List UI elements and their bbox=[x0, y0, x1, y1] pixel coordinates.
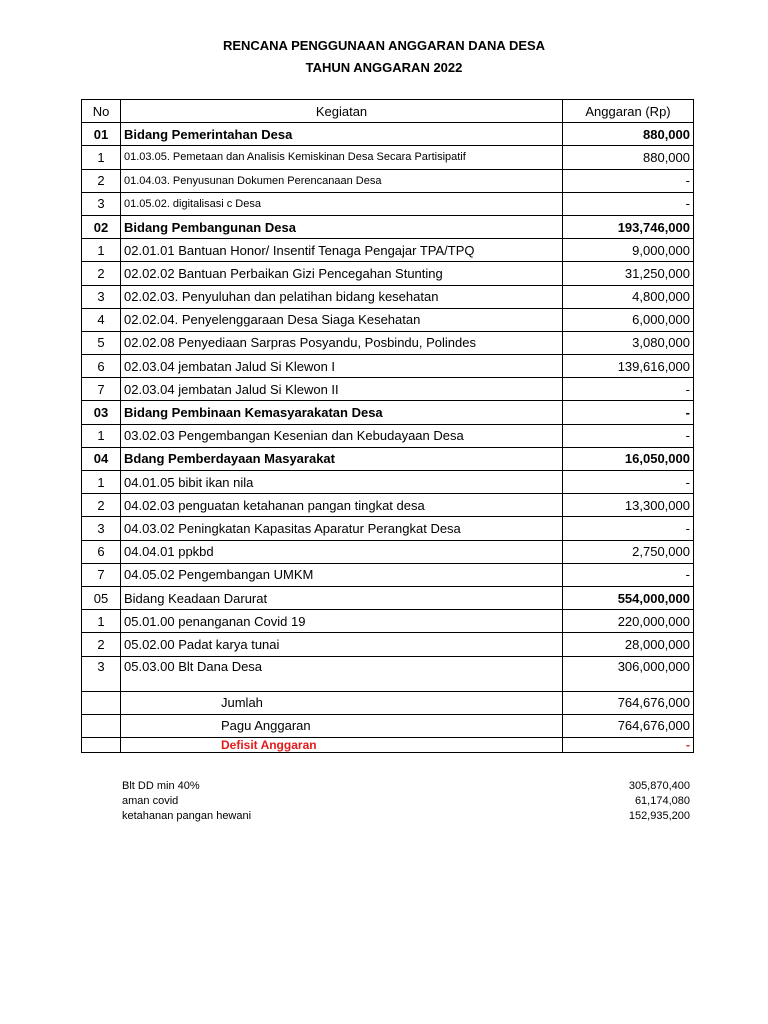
row-anggaran: 306,000,000 bbox=[563, 656, 694, 691]
row-anggaran: 193,746,000 bbox=[563, 215, 694, 238]
row-anggaran: 28,000,000 bbox=[563, 633, 694, 656]
row-no: 4 bbox=[82, 308, 121, 331]
row-anggaran: 2,750,000 bbox=[563, 540, 694, 563]
row-anggaran: 880,000 bbox=[563, 123, 694, 146]
row-kegiatan: 04.04.01 ppkbd bbox=[121, 540, 563, 563]
row-anggaran: - bbox=[563, 378, 694, 401]
table-row bbox=[82, 192, 694, 215]
defisit-row bbox=[82, 737, 694, 752]
note-label: aman covid bbox=[122, 795, 179, 807]
row-anggaran: 139,616,000 bbox=[563, 355, 694, 378]
row-anggaran: - bbox=[563, 192, 694, 215]
notes-block bbox=[122, 779, 690, 824]
row-kegiatan: 02.02.02 Bantuan Perbaikan Gizi Pencegahan Stunting bbox=[121, 262, 563, 285]
header-anggaran: Anggaran (Rp) bbox=[563, 100, 694, 123]
row-no: 2 bbox=[82, 169, 121, 192]
table-row bbox=[82, 146, 694, 169]
row-kegiatan: Bidang Pemerintahan Desa bbox=[121, 123, 563, 146]
row-kegiatan: 05.03.00 Blt Dana Desa bbox=[121, 656, 563, 691]
table-row-section bbox=[82, 447, 694, 470]
row-anggaran: 9,000,000 bbox=[563, 239, 694, 262]
row-anggaran: 4,800,000 bbox=[563, 285, 694, 308]
table-row bbox=[82, 540, 694, 563]
note-value: 61,174,080 bbox=[634, 795, 690, 807]
pagu-row bbox=[82, 714, 694, 737]
row-no: 1 bbox=[82, 146, 121, 169]
row-no-empty bbox=[82, 737, 121, 752]
table-row bbox=[82, 563, 694, 586]
row-anggaran: - bbox=[563, 401, 694, 424]
table-row bbox=[82, 285, 694, 308]
row-kegiatan: 01.03.05. Pemetaan dan Analisis Kemiskinan Desa Secara Partisipatif bbox=[121, 146, 563, 169]
table-header-row bbox=[82, 100, 694, 123]
row-no: 2 bbox=[82, 633, 121, 656]
row-kegiatan: Bdang Pemberdayaan Masyarakat bbox=[121, 447, 563, 470]
row-kegiatan: 01.04.03. Penyusunan Dokumen Perencanaan Desa bbox=[121, 169, 563, 192]
table-row bbox=[82, 633, 694, 656]
table-row bbox=[82, 355, 694, 378]
row-kegiatan: 02.02.03. Penyuluhan dan pelatihan bidang kesehatan bbox=[121, 285, 563, 308]
row-kegiatan: Bidang Keadaan Darurat bbox=[121, 586, 563, 609]
row-anggaran: - bbox=[563, 563, 694, 586]
header-kegiatan: Kegiatan bbox=[121, 100, 563, 123]
row-anggaran: 16,050,000 bbox=[563, 447, 694, 470]
row-anggaran: - bbox=[563, 169, 694, 192]
table-row bbox=[82, 656, 694, 691]
note-label: Blt DD min 40% bbox=[122, 780, 200, 792]
note-row bbox=[122, 794, 690, 809]
jumlah-label: Jumlah bbox=[121, 691, 563, 714]
note-value: 305,870,400 bbox=[628, 780, 690, 792]
row-kegiatan: 03.02.03 Pengembangan Kesenian dan Kebudayaan Desa bbox=[121, 424, 563, 447]
row-no: 3 bbox=[82, 285, 121, 308]
pagu-label: Pagu Anggaran bbox=[121, 714, 563, 737]
table-row bbox=[82, 308, 694, 331]
row-no: 5 bbox=[82, 331, 121, 354]
document-title: RENCANA PENGGUNAAN ANGGARAN DANA DESA bbox=[222, 38, 546, 53]
row-no: 2 bbox=[82, 494, 121, 517]
row-kegiatan: 04.05.02 Pengembangan UMKM bbox=[121, 563, 563, 586]
table-row bbox=[82, 378, 694, 401]
note-label: ketahanan pangan hewani bbox=[122, 810, 252, 822]
row-anggaran: 3,080,000 bbox=[563, 331, 694, 354]
row-no: 3 bbox=[82, 192, 121, 215]
row-kegiatan: 04.02.03 penguatan ketahanan pangan tingkat desa bbox=[121, 494, 563, 517]
jumlah-row bbox=[82, 691, 694, 714]
row-anggaran: 880,000 bbox=[563, 146, 694, 169]
row-no: 05 bbox=[82, 586, 121, 609]
row-kegiatan: 02.02.04. Penyelenggaraan Desa Siaga Kesehatan bbox=[121, 308, 563, 331]
row-no: 6 bbox=[82, 540, 121, 563]
table-row-section bbox=[82, 215, 694, 238]
row-kegiatan: 05.01.00 penanganan Covid 19 bbox=[121, 610, 563, 633]
table-row bbox=[82, 239, 694, 262]
row-no: 3 bbox=[82, 517, 121, 540]
row-no: 1 bbox=[82, 471, 121, 494]
row-anggaran: 31,250,000 bbox=[563, 262, 694, 285]
row-no: 1 bbox=[82, 610, 121, 633]
table-row-section bbox=[82, 123, 694, 146]
row-kegiatan: Bidang Pembinaan Kemasyarakatan Desa bbox=[121, 401, 563, 424]
row-anggaran: - bbox=[563, 424, 694, 447]
row-kegiatan: 02.03.04 jembatan Jalud Si Klewon I bbox=[121, 355, 563, 378]
header-no: No bbox=[82, 100, 121, 123]
row-no: 01 bbox=[82, 123, 121, 146]
budget-table bbox=[81, 99, 694, 753]
row-no: 03 bbox=[82, 401, 121, 424]
row-anggaran: 220,000,000 bbox=[563, 610, 694, 633]
row-no: 04 bbox=[82, 447, 121, 470]
table-row-section bbox=[82, 401, 694, 424]
defisit-value: - bbox=[563, 737, 694, 752]
row-kegiatan: 02.01.01 Bantuan Honor/ Insentif Tenaga Pengajar TPA/TPQ bbox=[121, 239, 563, 262]
row-no: 02 bbox=[82, 215, 121, 238]
table-row bbox=[82, 262, 694, 285]
row-no: 3 bbox=[82, 656, 121, 691]
row-anggaran: 13,300,000 bbox=[563, 494, 694, 517]
row-no: 7 bbox=[82, 378, 121, 401]
note-row bbox=[122, 809, 690, 824]
row-anggaran: - bbox=[563, 517, 694, 540]
pagu-value: 764,676,000 bbox=[563, 714, 694, 737]
table-row bbox=[82, 169, 694, 192]
row-no-empty bbox=[82, 691, 121, 714]
row-kegiatan: Bidang Pembangunan Desa bbox=[121, 215, 563, 238]
row-kegiatan: 01.05.02. digitalisasi c Desa bbox=[121, 192, 563, 215]
row-kegiatan: 02.02.08 Penyediaan Sarpras Posyandu, Posbindu, Polindes bbox=[121, 331, 563, 354]
note-value: 152,935,200 bbox=[628, 810, 690, 822]
table-row bbox=[82, 331, 694, 354]
table-row-section bbox=[82, 586, 694, 609]
row-no: 1 bbox=[82, 424, 121, 447]
row-anggaran: 554,000,000 bbox=[563, 586, 694, 609]
document-subtitle: TAHUN ANGGARAN 2022 bbox=[305, 60, 463, 75]
row-no-empty bbox=[82, 714, 121, 737]
row-anggaran: - bbox=[563, 471, 694, 494]
table-row bbox=[82, 471, 694, 494]
jumlah-value: 764,676,000 bbox=[563, 691, 694, 714]
note-row bbox=[122, 779, 690, 794]
row-kegiatan: 04.01.05 bibit ikan nila bbox=[121, 471, 563, 494]
table-row bbox=[82, 424, 694, 447]
row-kegiatan: 05.02.00 Padat karya tunai bbox=[121, 633, 563, 656]
table-row bbox=[82, 517, 694, 540]
row-no: 2 bbox=[82, 262, 121, 285]
row-anggaran: 6,000,000 bbox=[563, 308, 694, 331]
defisit-label: Defisit Anggaran bbox=[121, 737, 563, 752]
table-row bbox=[82, 610, 694, 633]
table-row bbox=[82, 494, 694, 517]
row-no: 1 bbox=[82, 239, 121, 262]
row-kegiatan: 04.03.02 Peningkatan Kapasitas Aparatur Perangkat Desa bbox=[121, 517, 563, 540]
row-no: 7 bbox=[82, 563, 121, 586]
row-kegiatan: 02.03.04 jembatan Jalud Si Klewon II bbox=[121, 378, 563, 401]
row-no: 6 bbox=[82, 355, 121, 378]
